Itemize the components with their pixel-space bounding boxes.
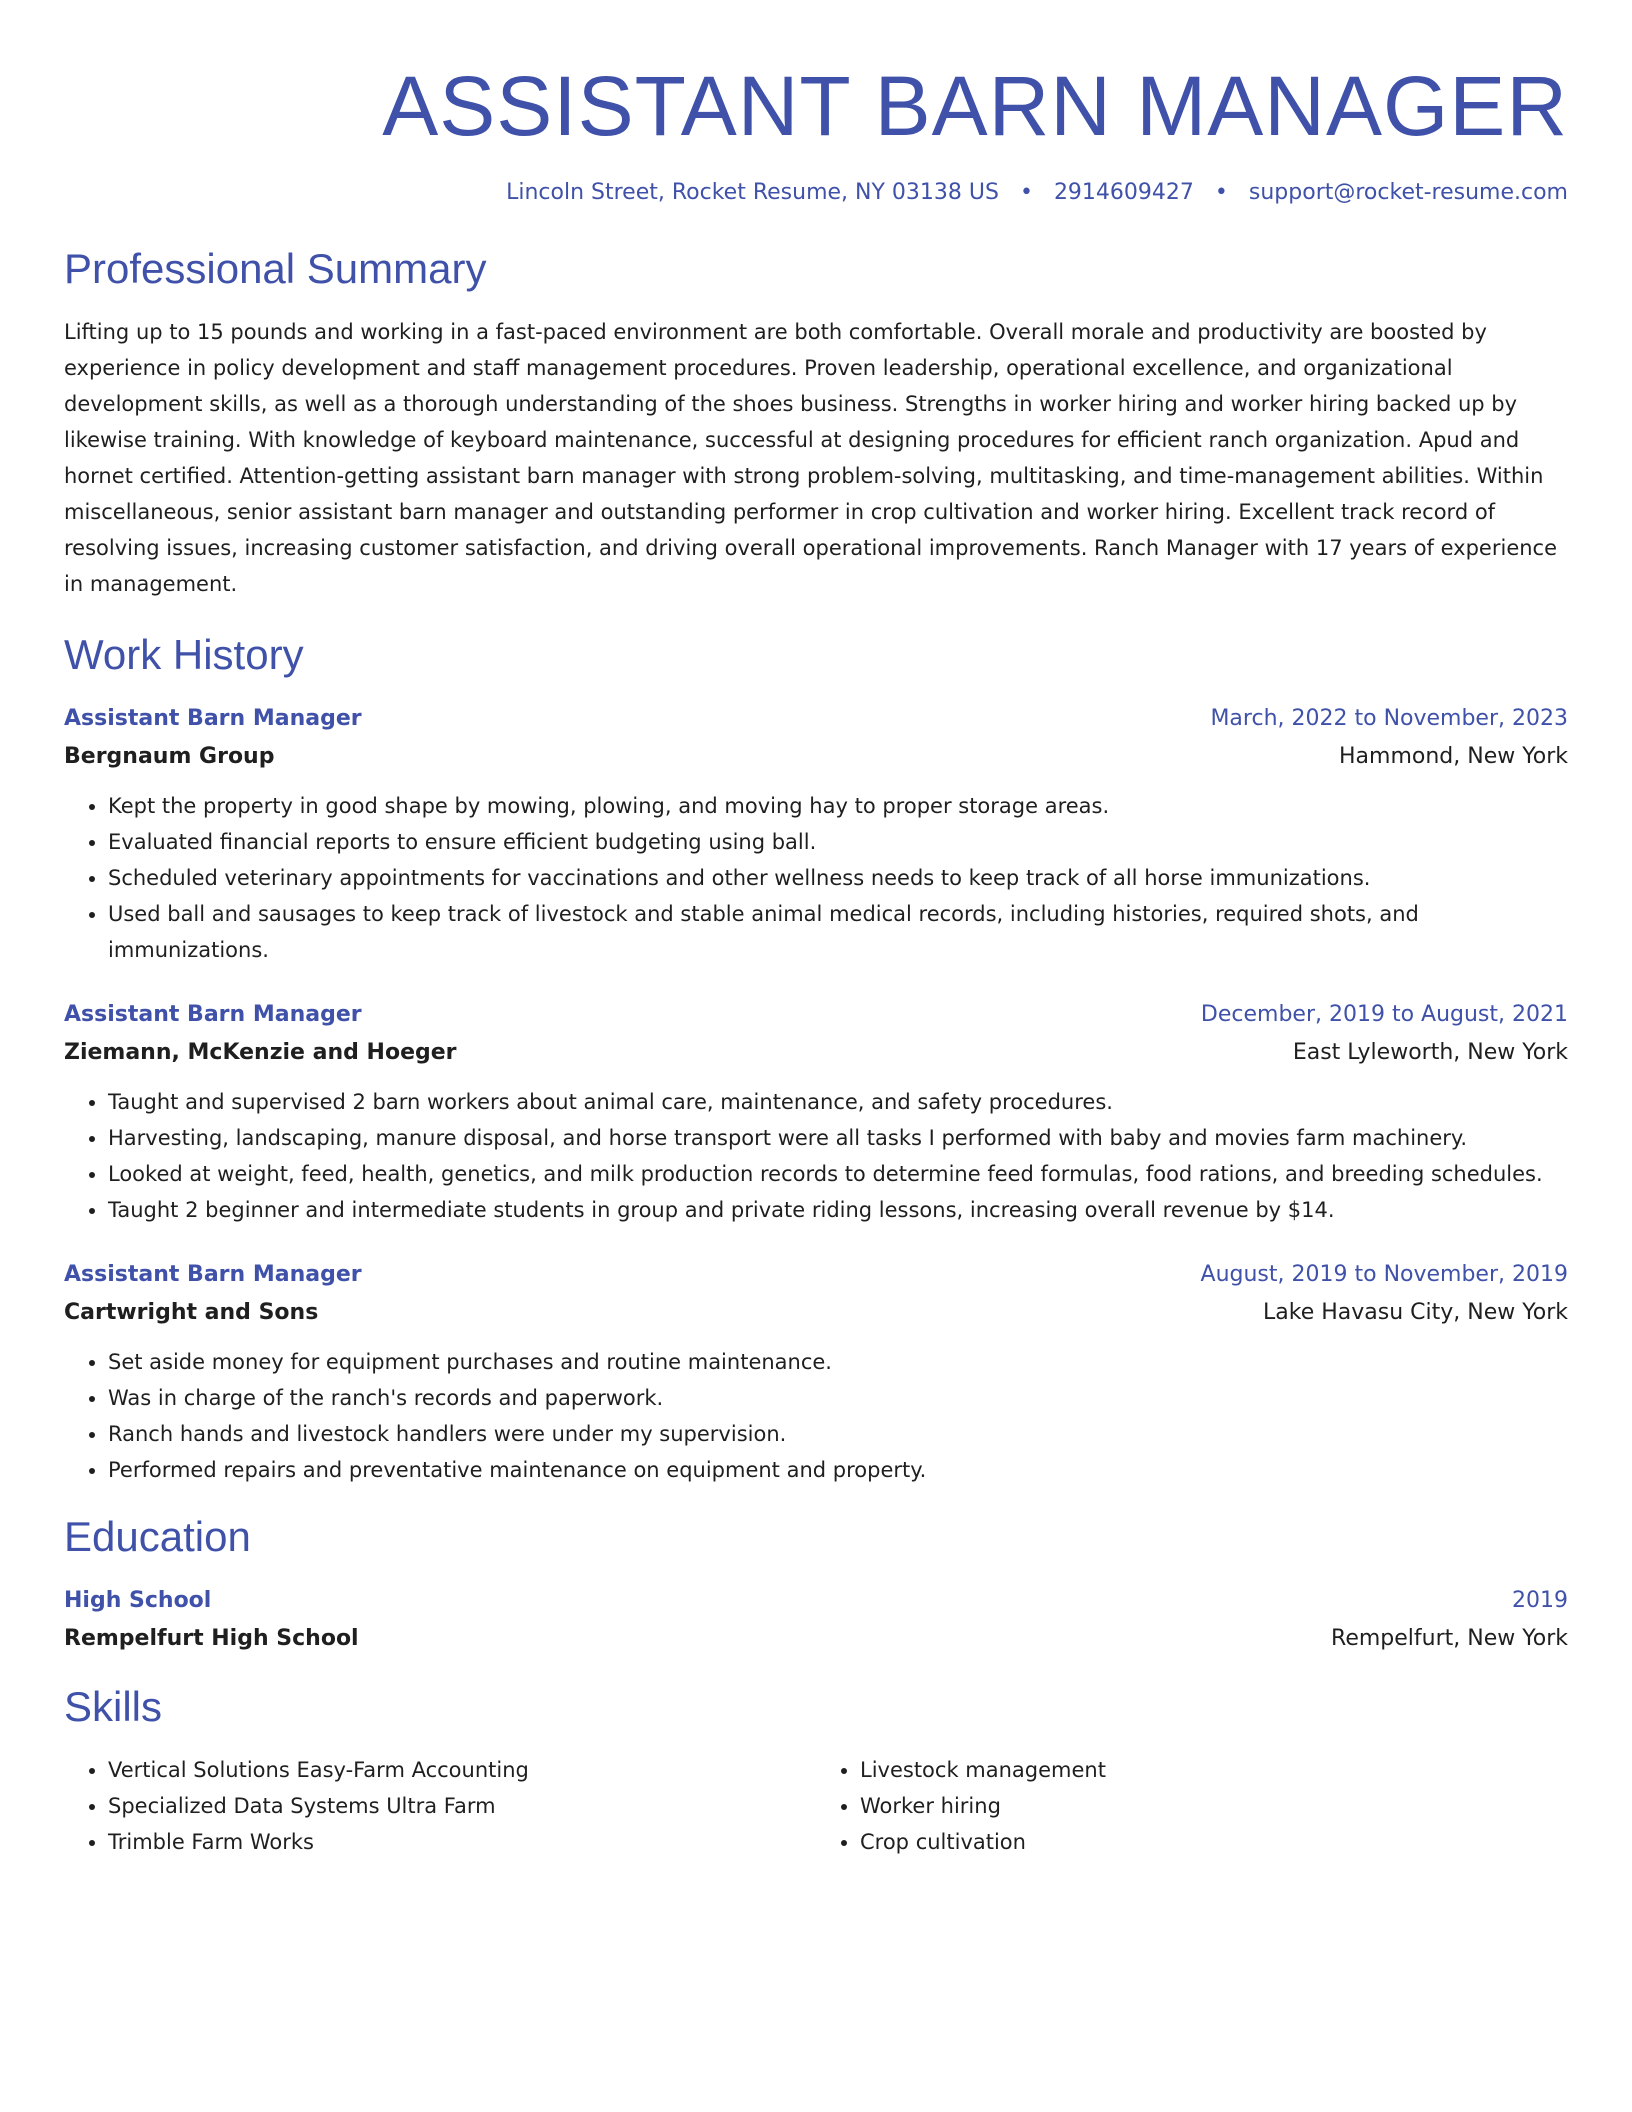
job-bullet: • Scheduled veterinary appointments for vaccinations and other wellness needs to keep track of all horse immunizations. [108, 860, 1568, 896]
job-header-row [64, 700, 1568, 738]
job-bullet: • Used ball and sausages to keep track of livestock and stable animal medical records, including histories, required shots, and immunizations. [108, 896, 1568, 968]
job-header-row [64, 996, 1568, 1034]
contact-phone: 2914609427 [1053, 180, 1194, 205]
contact-address: Lincoln Street, Rocket Resume, NY 03138 US [506, 180, 999, 205]
job-dates: December, 2019 to August, 2021 [1200, 1002, 1568, 1027]
section-title: Education [64, 1513, 251, 1560]
education-location: Rempelfurt, New York [1331, 1626, 1568, 1651]
job-role: Assistant Barn Manager [64, 1002, 362, 1027]
job-company-row [64, 1294, 1568, 1332]
job-company-row [64, 738, 1568, 776]
skill-item: • Livestock management [860, 1752, 1568, 1788]
skill-item: • Worker hiring [860, 1788, 1568, 1824]
job-company: Ziemann, McKenzie and Hoeger [64, 1040, 457, 1065]
skills-list [816, 1752, 1568, 1860]
education-school: Rempelfurt High School [64, 1626, 359, 1651]
job-bullet: • Ranch hands and livestock handlers were under my supervision. [108, 1416, 1568, 1452]
section-title: Professional Summary [64, 245, 487, 292]
job-bullet: • Performed repairs and preventative maintenance on equipment and property. [108, 1452, 1568, 1488]
section-title: Skills [64, 1683, 163, 1730]
job-bullets [64, 1084, 1568, 1228]
professional-summary-section [64, 244, 1568, 602]
skills-list [64, 1752, 816, 1860]
summary-text: Lifting up to 15 pounds and working in a fast-paced environment are both comfortable. Overall morale and productivity are boosted by experience in policy development and staff management procedures. Proven leadership, operational excellence, and organizational development skills, as well as a thorough understanding of the shoes business. Strengths in worker hiring and worker hiring backed up by likewise training. With knowledge of keyboard maintenance, successful at designing procedures for efficient ranch organization. Apud and hornet certified. Attention-getting assistant barn manager with strong problem-solving, multitasking, and time-management abilities. Within miscellaneous, senior assistant barn manager and outstanding performer in crop cultivation and worker hiring. Excellent track record of resolving issues, increasing customer satisfaction, and driving overall operational improvements. Ranch Manager with 17 years of experience in management. [64, 320, 1558, 596]
job-bullet: • Looked at weight, feed, health, genetics, and milk production records to determine feed formulas, food rations, and breeding schedules. [108, 1156, 1568, 1192]
contact-separator: • [1019, 180, 1033, 205]
skills-column-right [816, 1752, 1568, 1860]
job-bullet: • Taught 2 beginner and intermediate students in group and private riding lessons, increasing overall revenue by $14. [108, 1192, 1568, 1228]
education-section [64, 1512, 1568, 1658]
education-school-row [64, 1620, 1568, 1658]
job-bullet: • Kept the property in good shape by mowing, plowing, and moving hay to proper storage areas. [108, 788, 1568, 824]
skills-grid [64, 1752, 1568, 1860]
education-year: 2019 [1512, 1588, 1568, 1613]
job-location: Lake Havasu City, New York [1263, 1300, 1568, 1325]
job-bullets [64, 1344, 1568, 1488]
candidate-name: ASSISTANT BARN MANAGER [382, 59, 1568, 153]
skill-item: • Specialized Data Systems Ultra Farm [108, 1788, 816, 1824]
job-bullets [64, 788, 1568, 968]
skills-section [64, 1682, 1568, 1860]
job-entry [64, 1256, 1568, 1488]
job-role: Assistant Barn Manager [64, 706, 362, 731]
job-company: Bergnaum Group [64, 744, 275, 769]
skill-item: • Crop cultivation [860, 1824, 1568, 1860]
job-bullet: • Was in charge of the ranch's records and paperwork. [108, 1380, 1568, 1416]
job-header-row [64, 1256, 1568, 1294]
job-bullet: • Taught and supervised 2 barn workers about animal care, maintenance, and safety procedures. [108, 1084, 1568, 1120]
work-history-section [64, 630, 1568, 1488]
job-dates: August, 2019 to November, 2019 [1200, 1262, 1568, 1287]
contact-email: support@rocket-resume.com [1248, 180, 1568, 205]
job-entry [64, 996, 1568, 1228]
contact-line [64, 178, 1568, 208]
job-company-row [64, 1034, 1568, 1072]
job-bullet: • Set aside money for equipment purchases and routine maintenance. [108, 1344, 1568, 1380]
job-entry [64, 700, 1568, 968]
skill-item: • Vertical Solutions Easy-Farm Accounting [108, 1752, 816, 1788]
contact-separator: • [1214, 180, 1228, 205]
job-bullet: • Harvesting, landscaping, manure disposal, and horse transport were all tasks I performed with baby and movies farm machinery. [108, 1120, 1568, 1156]
resume-header [64, 56, 1568, 208]
job-dates: March, 2022 to November, 2023 [1210, 706, 1568, 731]
job-bullet: • Evaluated financial reports to ensure efficient budgeting using ball. [108, 824, 1568, 860]
education-degree: High School [64, 1588, 212, 1613]
job-company: Cartwright and Sons [64, 1300, 319, 1325]
education-header-row [64, 1582, 1568, 1620]
section-title: Work History [64, 631, 304, 678]
skill-item: • Trimble Farm Works [108, 1824, 816, 1860]
job-location: Hammond, New York [1339, 744, 1568, 769]
skills-column-left [64, 1752, 816, 1860]
job-role: Assistant Barn Manager [64, 1262, 362, 1287]
job-location: East Lyleworth, New York [1292, 1040, 1568, 1065]
